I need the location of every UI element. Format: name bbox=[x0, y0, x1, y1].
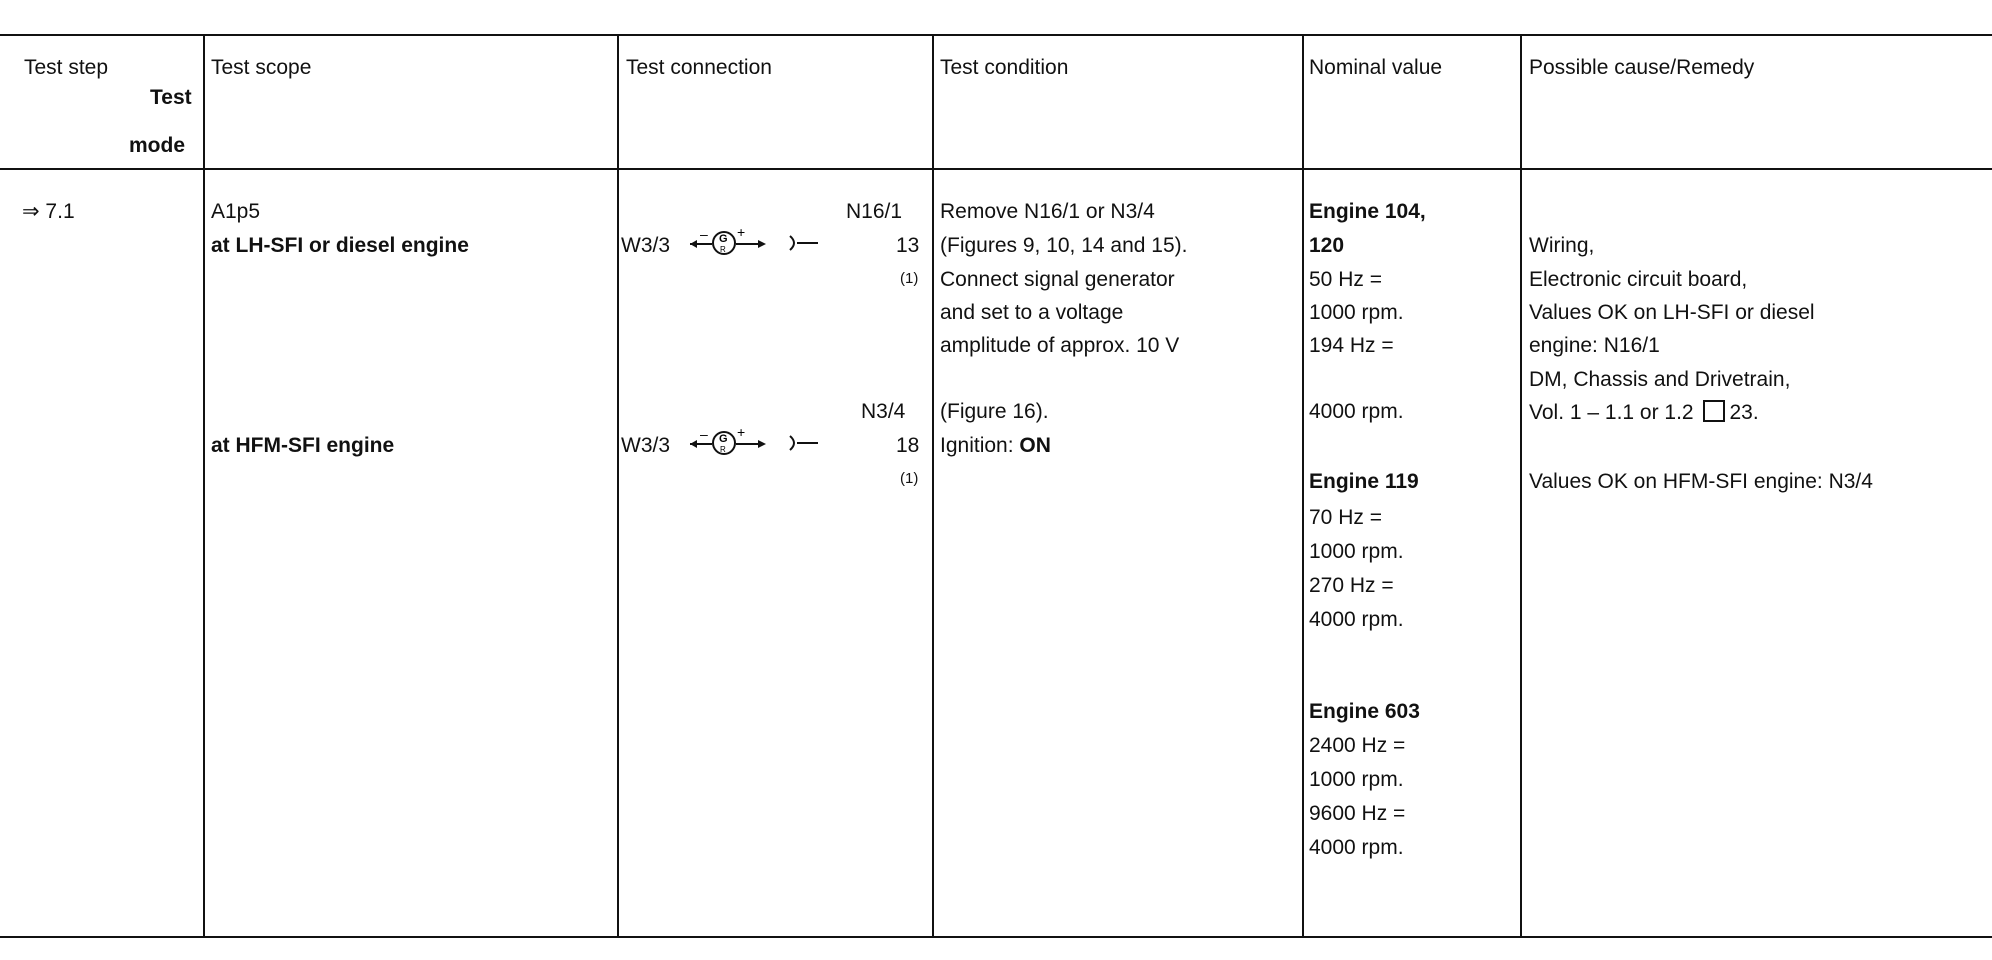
table-top-rule bbox=[0, 34, 1992, 36]
svg-text:G: G bbox=[719, 433, 728, 445]
condition-ignition-label: Ignition: bbox=[940, 434, 1020, 457]
nominal-e104-line-3: 194 Hz = bbox=[1309, 334, 1394, 357]
header-bottom-rule bbox=[0, 168, 1992, 170]
nominal-e119-line-2: 1000 rpm. bbox=[1309, 540, 1404, 563]
nominal-e119-line-4: 4000 rpm. bbox=[1309, 608, 1404, 631]
cause-line-5: DM, Chassis and Drivetrain, bbox=[1529, 368, 1791, 391]
svg-text:R: R bbox=[720, 445, 726, 454]
svg-text:–: – bbox=[700, 426, 708, 442]
header-possible-cause: Possible cause/Remedy bbox=[1529, 56, 1755, 79]
col-divider-5 bbox=[1520, 34, 1522, 938]
nominal-e104-title-1: Engine 104, bbox=[1309, 200, 1426, 223]
nominal-e104-line-2: 1000 rpm. bbox=[1309, 301, 1404, 324]
connection-b-left-label: W3/3 bbox=[621, 434, 671, 457]
nominal-e603-title: Engine 603 bbox=[1309, 700, 1420, 723]
connection-b-pin: 18 bbox=[896, 434, 920, 457]
connection-b-top-label: N3/4 bbox=[861, 400, 906, 423]
cause-line-1: Wiring, bbox=[1529, 234, 1595, 257]
nominal-e104-line-4: 4000 rpm. bbox=[1309, 400, 1404, 423]
header-test-condition: Test condition bbox=[940, 56, 1069, 79]
connector-b-icon bbox=[788, 430, 828, 456]
condition-line-4: and set to a voltage bbox=[940, 301, 1124, 324]
header-test-mode-1: Test bbox=[150, 86, 192, 109]
header-nominal-value: Nominal value bbox=[1309, 56, 1443, 79]
signal-generator-icon bbox=[688, 426, 768, 462]
svg-text:G: G bbox=[719, 233, 728, 245]
table-bottom-rule bbox=[0, 936, 1992, 938]
cause-line-7: Values OK on HFM-SFI engine: N3/4 bbox=[1529, 470, 1873, 493]
connection-a-pin: 13 bbox=[896, 234, 920, 257]
svg-text:+: + bbox=[737, 426, 746, 440]
signal-generator-icon bbox=[688, 226, 768, 262]
nominal-e119-line-3: 270 Hz = bbox=[1309, 574, 1394, 597]
cause-line-6-suffix: 23. bbox=[1729, 401, 1759, 424]
header-test-step: Test step bbox=[24, 56, 109, 79]
nominal-e603-line-4: 4000 rpm. bbox=[1309, 836, 1404, 859]
cause-line-6 bbox=[1529, 400, 1759, 425]
test-step-value: ⇒ 7.1 bbox=[22, 200, 75, 223]
scope-lh-sfi: at LH-SFI or diesel engine bbox=[211, 234, 469, 257]
nominal-e603-line-1: 2400 Hz = bbox=[1309, 734, 1406, 757]
page-reference-box-icon bbox=[1703, 400, 1725, 422]
nominal-e119-line-1: 70 Hz = bbox=[1309, 506, 1382, 529]
condition-ignition-state: ON bbox=[1019, 434, 1051, 457]
nominal-e104-title-2: 120 bbox=[1309, 234, 1345, 257]
condition-line-3: Connect signal generator bbox=[940, 268, 1175, 291]
condition-line-5: amplitude of approx. 10 V bbox=[940, 334, 1180, 357]
cause-line-4: engine: N16/1 bbox=[1529, 334, 1660, 357]
connection-a-note: (1) bbox=[900, 270, 919, 287]
col-divider-3 bbox=[932, 34, 934, 938]
scope-hfm-sfi: at HFM-SFI engine bbox=[211, 434, 395, 457]
col-divider-2 bbox=[617, 34, 619, 938]
col-divider-4 bbox=[1302, 34, 1304, 938]
condition-line-1: Remove N16/1 or N3/4 bbox=[940, 200, 1155, 223]
nominal-e603-line-3: 9600 Hz = bbox=[1309, 802, 1406, 825]
nominal-e119-title: Engine 119 bbox=[1309, 470, 1419, 493]
condition-line-6: (Figure 16). bbox=[940, 400, 1049, 423]
cause-line-3: Values OK on LH-SFI or diesel bbox=[1529, 301, 1815, 324]
header-test-connection: Test connection bbox=[626, 56, 772, 79]
connection-a-left-label: W3/3 bbox=[621, 234, 671, 257]
condition-ignition bbox=[940, 434, 1051, 458]
col-divider-1 bbox=[203, 34, 205, 938]
svg-text:–: – bbox=[700, 226, 708, 242]
cause-line-6-prefix: Vol. 1 – 1.1 or 1.2 bbox=[1529, 401, 1694, 424]
svg-text:R: R bbox=[720, 245, 726, 254]
cause-line-2: Electronic circuit board, bbox=[1529, 268, 1748, 291]
nominal-e603-line-2: 1000 rpm. bbox=[1309, 768, 1404, 791]
scope-component: A1p5 bbox=[211, 200, 261, 223]
header-test-scope: Test scope bbox=[211, 56, 312, 79]
nominal-e104-line-1: 50 Hz = bbox=[1309, 268, 1382, 291]
header-test-mode-2: mode bbox=[129, 134, 186, 157]
condition-line-2: (Figures 9, 10, 14 and 15). bbox=[940, 234, 1188, 257]
connection-b-note: (1) bbox=[900, 470, 919, 487]
svg-text:+: + bbox=[737, 226, 746, 240]
connector-a-icon bbox=[788, 230, 828, 256]
connection-a-top-label: N16/1 bbox=[846, 200, 903, 223]
